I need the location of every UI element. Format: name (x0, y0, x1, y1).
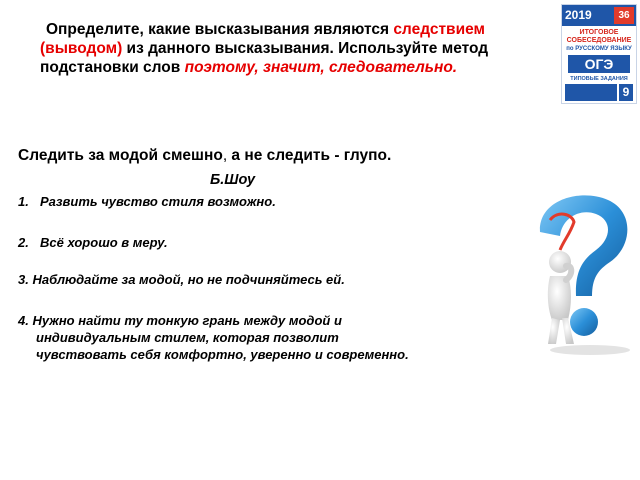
book-caption: ТИПОВЫЕ ЗАДАНИЯ (570, 76, 628, 82)
figure-body (548, 276, 571, 320)
figure-arm (566, 266, 571, 280)
book-title-line-1: ИТОГОВОЕ (579, 29, 619, 36)
option-2-number: 2. (18, 235, 29, 250)
option-4-number: 4. (18, 313, 29, 328)
option-3 (18, 271, 345, 288)
quote-text-b: а не следить - глупо. (227, 147, 392, 164)
option-4-line-2: индивидуальным стилем, которая позволит (36, 330, 339, 345)
figure-leg-left (548, 318, 560, 344)
option-2 (18, 234, 168, 251)
task-instruction (40, 20, 510, 77)
option-4-line-1: Нужно найти ту тонкую грань между модой и (32, 313, 342, 328)
figure-shadow (550, 345, 630, 355)
option-1-text: Развить чувство стиля возможно. (40, 194, 276, 209)
task-keyword-substitution-words: поэтому, значит, следовательно. (184, 59, 458, 76)
book-badge: 36 (614, 7, 634, 24)
question-mark-figure-image (520, 192, 635, 357)
book-logo: ОГЭ (568, 55, 630, 73)
task-keyword-consequence: следствием (выводом) (40, 21, 485, 57)
book-title-line-2: СОБЕСЕДОВАНИЕ (566, 37, 632, 44)
quote-text-a: Следить за модой смешно (18, 147, 223, 164)
option-2-text: Всё хорошо в меру. (40, 235, 168, 250)
quote (18, 147, 391, 165)
book-year: 2019 (565, 8, 592, 22)
option-1 (18, 193, 276, 210)
task-text-2: из данного высказывания. Используйте метод подстановки слов (40, 40, 489, 76)
option-3-text: Наблюдайте за модой, но не подчиняйтесь ей. (32, 272, 345, 287)
book-title (562, 29, 636, 45)
option-1-number: 1. (18, 194, 29, 209)
book-grade: 9 (619, 84, 633, 101)
book-cover-image (561, 4, 637, 104)
quote-comma: , (222, 147, 228, 164)
book-info-panel (565, 84, 617, 101)
quote-author: Б.Шоу (210, 172, 256, 188)
option-4 (18, 312, 498, 363)
task-text-1: Определите, какие высказывания являются (46, 21, 394, 38)
option-3-number: 3. (18, 272, 29, 287)
question-mark-dot (570, 308, 598, 336)
option-4-line-3: чувствовать себя комфортно, уверенно и современно. (36, 347, 409, 362)
figure-head (549, 251, 571, 273)
book-subject: по РУССКОМУ ЯЗЫКУ (566, 46, 632, 52)
